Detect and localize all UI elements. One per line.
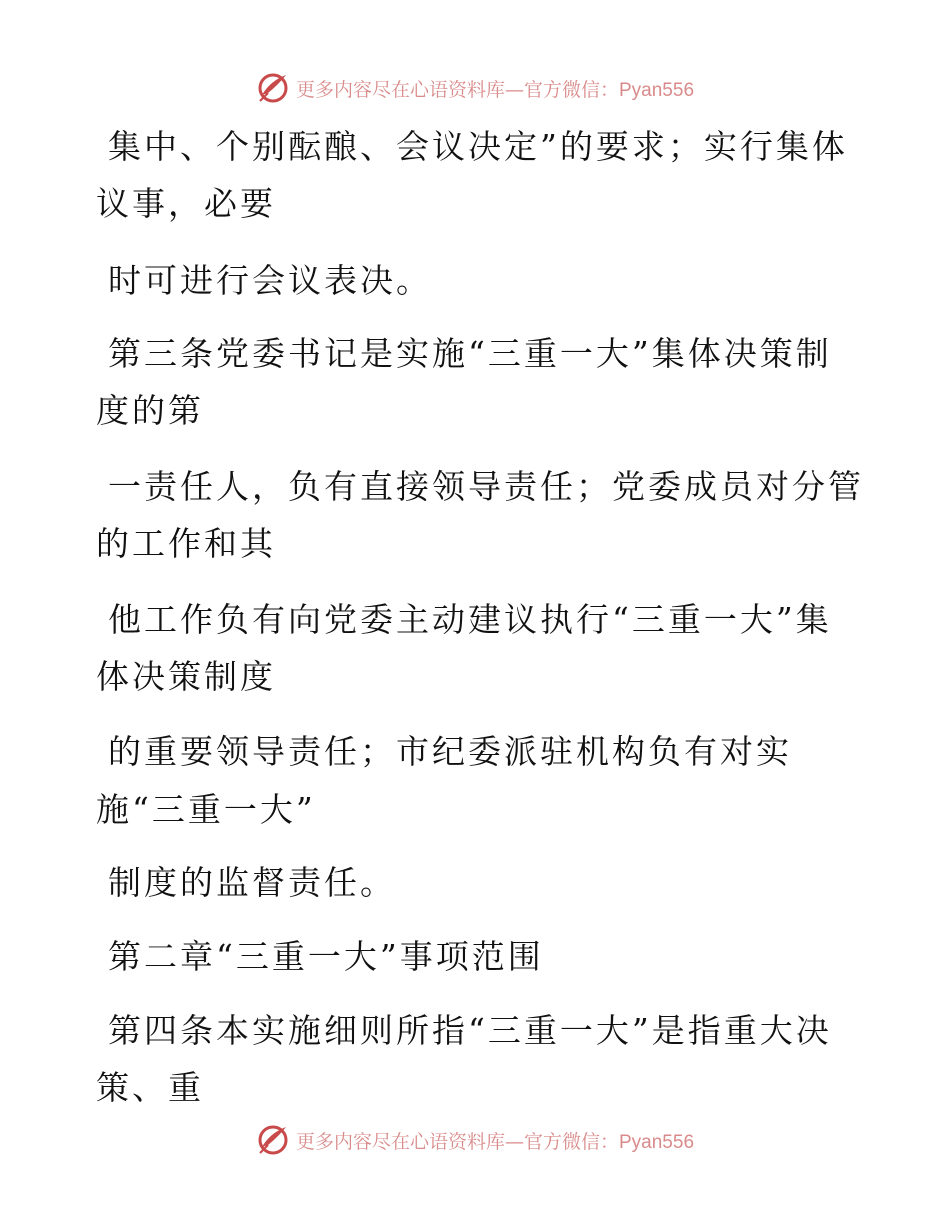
- text-line: 议事，必要: [96, 184, 276, 223]
- watermark-wechat-id: Pyan556: [619, 79, 695, 101]
- text-line: 的工作和其: [96, 524, 276, 563]
- text-line: 时可进行会议表决。: [108, 261, 432, 300]
- text-line: 策、重: [96, 1068, 204, 1107]
- text-line: 的重要领导责任；市纪委派驻机构负有对实: [108, 732, 792, 771]
- quill-logo-icon: [256, 1123, 290, 1157]
- text-line: 度的第: [96, 391, 204, 430]
- footer-watermark: [0, 1120, 950, 1160]
- watermark-text: 更多内容尽在心语资料库—官方微信：Pyan556: [295, 1130, 695, 1153]
- quill-logo-icon: [256, 71, 290, 105]
- text-line: 制度的监督责任。: [108, 863, 396, 902]
- text-line: 第三条党委书记是实施“三重一大”集体决策制: [108, 334, 832, 373]
- text-line: 施“三重一大”: [96, 790, 316, 829]
- header-watermark: [0, 68, 950, 108]
- text-line: 第四条本实施细则所指“三重一大”是指重大决: [108, 1011, 832, 1050]
- text-line: 他工作负有向党委主动建议执行“三重一大”集: [108, 600, 832, 639]
- watermark-wechat-id: Pyan556: [619, 1131, 695, 1153]
- section-heading: 第二章“三重一大”事项范围: [108, 937, 544, 976]
- text-line: 体决策制度: [96, 657, 276, 696]
- text-line: 集中、个别酝酿、会议决定”的要求；实行集体: [108, 127, 848, 166]
- text-line: 一责任人，负有直接领导责任；党委成员对分管: [108, 467, 864, 506]
- watermark-text: 更多内容尽在心语资料库—官方微信：Pyan556: [295, 78, 695, 101]
